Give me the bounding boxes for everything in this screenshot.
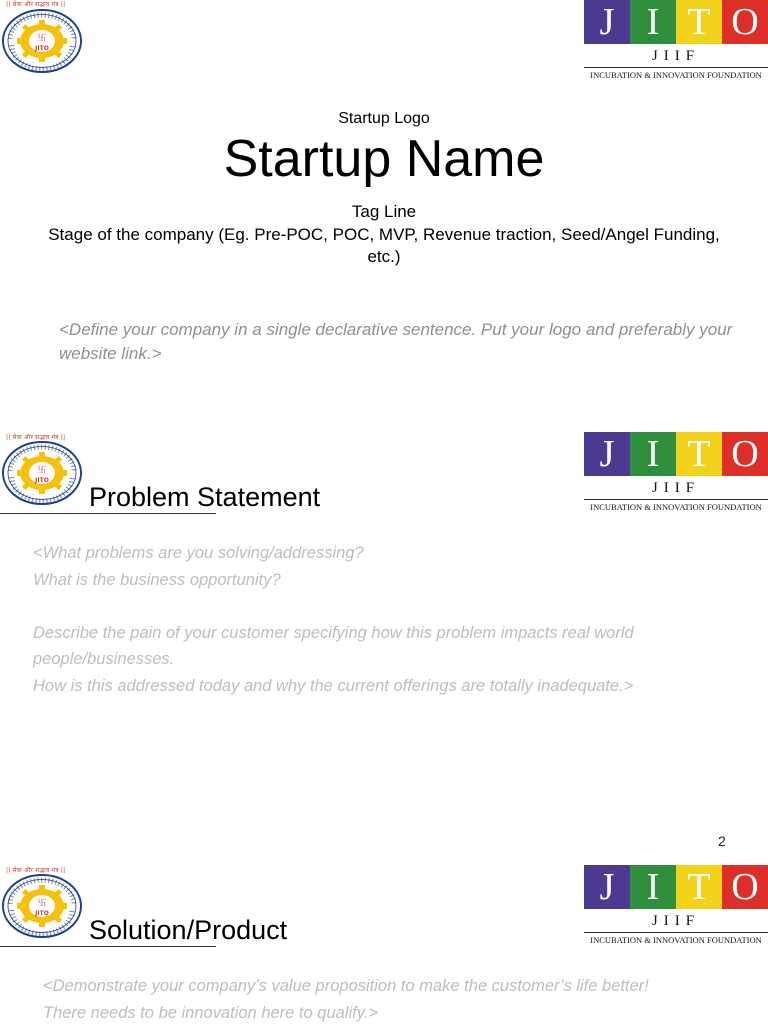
- jito-emblem-graphic: [2, 874, 82, 938]
- svg-text:卐: 卐: [37, 898, 46, 909]
- svg-text:JITO: JITO: [34, 45, 49, 52]
- solution-product-title: Solution/Product: [89, 913, 287, 947]
- jiif-divider: [584, 499, 768, 500]
- problem-line: Describe the pain of your customer specifying how this problem impacts real world people/businesses.: [33, 620, 743, 673]
- svg-text:JITO: JITO: [34, 477, 49, 484]
- company-definition-placeholder: <Define your company in a single declarative sentence. Put your logo and preferably your website link.>: [59, 318, 739, 366]
- jito-letter-j: J: [584, 865, 630, 909]
- jiif-foundation-label: INCUBATION & INNOVATION FOUNDATION: [584, 70, 768, 80]
- jito-emblem-logo: [2, 874, 82, 938]
- startup-logo-label: Startup Logo: [0, 110, 768, 128]
- jito-jiif-logo: [584, 0, 768, 80]
- svg-text:卐: 卐: [37, 33, 46, 44]
- jiif-label: JIIF: [584, 480, 768, 497]
- jito-letter-j: J: [584, 432, 630, 476]
- jito-emblem-graphic: [2, 441, 82, 505]
- jito-emblem-logo: [2, 441, 82, 505]
- solution-line: <Demonstrate your company’s value proposition to make the customer’s life better!: [43, 973, 753, 1000]
- jito-emblem-logo: [2, 9, 82, 73]
- jito-letter-blocks: [584, 865, 768, 909]
- jito-letter-i: I: [630, 0, 676, 44]
- jiif-foundation-label: INCUBATION & INNOVATION FOUNDATION: [584, 502, 768, 512]
- emblem-motto: || सेवा और सद्भाव मंत्र ||: [6, 433, 65, 441]
- jiif-label: JIIF: [584, 913, 768, 930]
- title-underline: [0, 513, 216, 514]
- solution-product-body: [43, 973, 753, 1026]
- jito-letter-blocks: [584, 0, 768, 44]
- jiif-divider: [584, 932, 768, 933]
- jito-letter-o: O: [722, 432, 768, 476]
- problem-statement-body: [33, 540, 743, 699]
- startup-name-title: Startup Name: [0, 128, 768, 190]
- page-number: 2: [718, 833, 726, 849]
- jito-letter-i: I: [630, 865, 676, 909]
- emblem-motto: || सेवा और सद्भाव मंत्र ||: [6, 866, 65, 874]
- problem-line: What is the business opportunity?: [33, 567, 743, 594]
- svg-text:卐: 卐: [37, 465, 46, 476]
- company-stage-text: Stage of the company (Eg. Pre-POC, POC, MVP, Revenue traction, Seed/Angel Funding, etc.): [40, 224, 728, 268]
- jito-letter-j: J: [584, 0, 630, 44]
- jiif-foundation-label: INCUBATION & INNOVATION FOUNDATION: [584, 935, 768, 945]
- jiif-divider: [584, 67, 768, 68]
- jito-emblem-graphic: [2, 9, 82, 73]
- problem-line: How is this addressed today and why the current offerings are totally inadequate.>: [33, 673, 743, 700]
- jito-jiif-logo: [584, 432, 768, 512]
- jito-letter-i: I: [630, 432, 676, 476]
- title-underline: [0, 946, 216, 947]
- jito-letter-o: O: [722, 865, 768, 909]
- jiif-label: JIIF: [584, 48, 768, 65]
- jito-letter-t: T: [676, 0, 722, 44]
- problem-line: <What problems are you solving/addressing?: [33, 540, 743, 567]
- jito-letter-t: T: [676, 865, 722, 909]
- emblem-motto: || सेवा और सद्भाव मंत्र ||: [6, 0, 65, 8]
- problem-statement-title: Problem Statement: [89, 480, 320, 514]
- jito-letter-o: O: [722, 0, 768, 44]
- paragraph-gap: [33, 593, 743, 620]
- solution-line: There needs to be innovation here to qualify.>: [43, 1000, 753, 1026]
- svg-text:JITO: JITO: [34, 910, 49, 917]
- jito-jiif-logo: [584, 865, 768, 945]
- tag-line: Tag Line: [0, 201, 768, 223]
- jito-letter-blocks: [584, 432, 768, 476]
- jito-letter-t: T: [676, 432, 722, 476]
